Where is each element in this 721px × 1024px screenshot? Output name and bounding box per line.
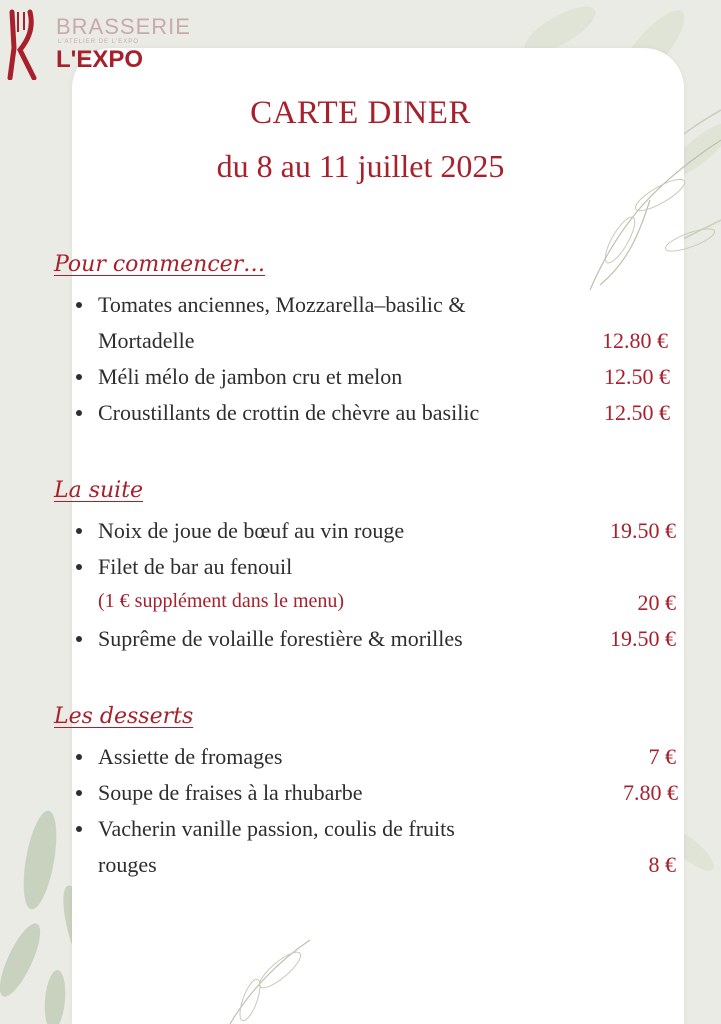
menu-title: CARTE DINER [250,95,471,131]
menu-item [76,812,676,848]
bullet [76,826,82,832]
item-price: 8 € [648,852,676,877]
item-name: Mortadelle [98,328,195,353]
menu-dates: du 8 au 11 juillet 2025 [216,148,505,184]
item-price: 7 € [648,744,676,769]
item-note: (1 € supplément dans le menu) [98,590,345,612]
menu-item-continued [76,848,676,884]
bullet [76,790,82,796]
bullet [76,374,82,380]
section-title-mains: La suite [54,478,144,503]
menu-item-note [76,586,676,622]
menu-item [76,514,676,550]
item-name: Suprême de volaille forestière & morilles [98,626,463,651]
bullet [76,528,82,534]
item-price: 19.50 € [610,626,676,651]
item-name: Tomates anciennes, Mozzarella–basilic & [98,292,466,317]
brand-name-top: BRASSERIE [56,14,191,39]
item-name: Vacherin vanille passion, coulis de fruits [98,816,455,841]
menu-item [76,776,676,812]
item-name: Filet de bar au fenouil [98,554,293,579]
bullet [76,636,82,642]
menu-item [76,396,676,432]
item-name: Soupe de fraises à la rhubarbe [98,780,363,805]
item-name: rouges [98,852,157,877]
brand-subtitle: L'ATELIER DE L'EXPO [58,39,139,45]
bullet [76,410,82,416]
fork-knife-icon [4,8,52,80]
menu-item [76,550,676,586]
item-price: 19.50 € [610,518,676,543]
section-title-desserts: Les desserts [54,704,194,729]
bullet [76,302,82,308]
item-name: Méli mélo de jambon cru et melon [98,364,403,389]
item-price: 12.50 € [604,364,670,389]
menu-item [76,288,676,324]
item-price: 7.80 € [623,780,678,805]
item-price: 12.50 € [604,400,670,425]
menu-item [76,622,676,658]
menu-item-continued [76,324,676,360]
section-title-starters: Pour commencer… [54,252,266,277]
menu-item [76,360,676,396]
item-name: Croustillants de crottin de chèvre au basilic [98,400,480,425]
brand-name-main: L'EXPO [56,46,144,73]
item-price: 20 € [637,590,676,615]
brand-logo [4,8,204,78]
bullet [76,564,82,570]
item-name: Noix de joue de bœuf au vin rouge [98,518,405,543]
item-price: 12.80 € [602,328,668,353]
menu-item [76,740,676,776]
item-name: Assiette de fromages [98,744,283,769]
bullet [76,754,82,760]
